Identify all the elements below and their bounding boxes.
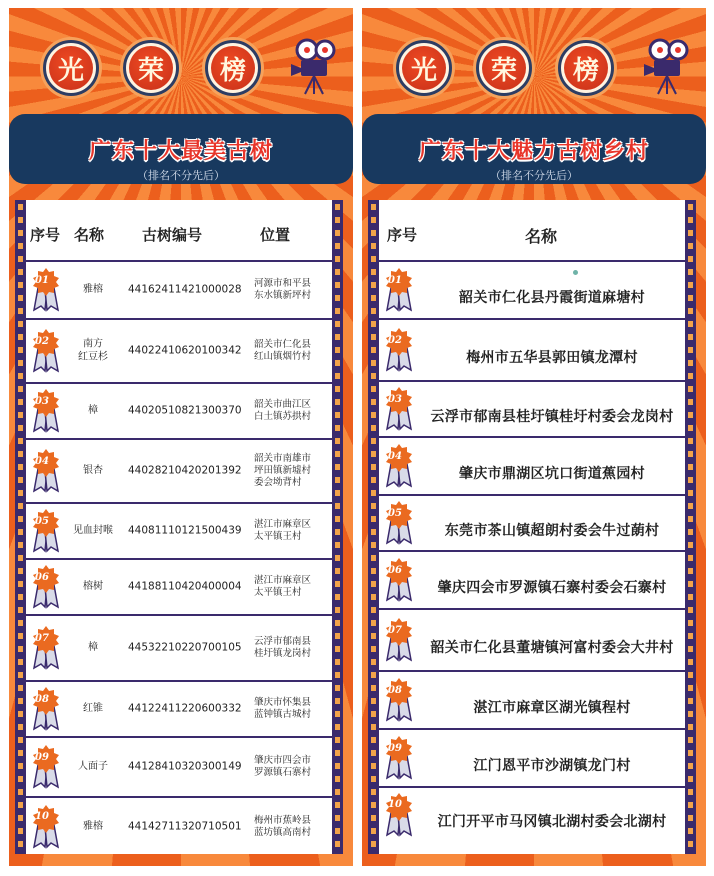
badge-char: 荣 [482,46,526,90]
table-row [26,616,332,682]
village-name: 肇庆市鼎湖区坑口街道蕉园村 [459,466,645,482]
table-row [379,382,685,438]
table-row [379,672,685,730]
badge-char: 榜 [211,46,255,90]
rank-number: 06 [35,572,49,583]
rank-number: 07 [35,633,49,644]
header-no: 序号 [387,226,418,244]
header-name: 名称 [525,227,558,246]
table-row [379,610,685,672]
table-row [26,798,332,856]
tree-code: 44022410620100342 [128,344,242,357]
tree-location: 韶关市曲江区 白土镇苏拱村 [254,399,312,422]
tree-name: 榕树 [83,580,103,592]
table-row [379,496,685,552]
tree-name: 人面子 [78,760,108,772]
tree-name: 雅榕 [83,283,103,295]
header-code: 古树编号 [142,226,203,244]
village-name: 湛江市麻章区湖光镇程村 [473,700,631,716]
village-name: 江门开平市马冈镇北湖村委会北湖村 [437,814,667,830]
village-name: 肇庆四会市罗源镇石寨村委会石寨村 [437,580,667,596]
rank-number: 09 [388,743,402,754]
rank-number: 02 [35,336,49,347]
table-header [26,200,332,262]
tree-name: 樟 [88,641,98,653]
table-row [26,682,332,738]
header-name: 名称 [74,226,105,244]
decorative-dot [573,270,578,275]
rank-number: 05 [388,508,402,519]
tree-code: 44188110420400004 [128,580,242,593]
rank-number: 09 [35,752,49,763]
page-title: 广东十大魅力古树乡村 [418,139,649,164]
tree-code: 44142711320710501 [128,820,242,833]
table-row [26,320,332,384]
tree-code: 44081110121500439 [128,524,242,537]
badge-char: 光 [402,46,446,90]
rank-number: 08 [388,685,402,696]
table-row [379,320,685,382]
tree-name: 南方 红豆杉 [78,338,108,362]
table-row [26,504,332,560]
table-row [379,730,685,788]
table-body [379,262,685,842]
ranking-table [368,200,696,854]
table-row [26,262,332,320]
page-subtitle: （排名不分先后） [137,169,225,182]
title-banner [9,114,353,184]
table-row [379,438,685,496]
village-name: 云浮市郁南县桂圩镇桂圩村委会龙岗村 [430,409,674,425]
village-name: 江门恩平市沙湖镇龙门村 [473,758,631,774]
badge-char: 榜 [564,46,608,90]
tree-location: 肇庆市怀集县 蓝钟镇古城村 [254,697,312,720]
header-location: 位置 [260,226,291,244]
village-name: 韶关市仁化县丹霞街道麻塘村 [459,290,645,306]
village-name: 梅州市五华县郭田镇龙潭村 [466,350,638,366]
table-row [26,560,332,616]
tree-code: 44028210420201392 [128,464,242,477]
header-no: 序号 [30,226,61,244]
tree-name: 见血封喉 [73,524,113,536]
rank-number: 04 [35,456,49,467]
table-row [26,384,332,440]
table-header [379,200,685,262]
tree-code: 44122411220600332 [128,702,242,715]
rank-number: 01 [388,275,402,286]
table-row [26,440,332,504]
tree-code: 44162411421000028 [128,283,242,296]
tree-code: 44020510821300370 [128,404,242,417]
tree-location: 湛江市麻章区 太平镇王村 [254,575,312,598]
rank-number: 04 [388,451,402,462]
table-row [26,738,332,798]
tree-name: 红锥 [83,702,103,714]
table-row [379,788,685,842]
village-name: 韶关市仁化县董塘镇河富村委会大井村 [430,640,674,656]
title-banner [362,114,706,184]
rank-number: 05 [35,516,49,527]
projector-icon [642,38,692,96]
tree-location: 韶关市仁化县 红山镇烟竹村 [254,339,312,362]
badge-rong [123,40,179,96]
badge-char: 光 [49,46,93,90]
projector-icon [289,38,339,96]
tree-location: 湛江市麻章区 太平镇王村 [254,519,312,542]
badge-guang [396,40,452,96]
table-row [379,552,685,610]
ranking-table [15,200,343,854]
rank-number: 02 [388,335,402,346]
tree-name: 樟 [88,404,98,416]
tree-location: 肇庆市四会市 罗源镇石寨村 [254,755,312,778]
badge-bang [205,40,261,96]
rank-number: 01 [35,275,49,286]
tree-code: 44128410320300149 [128,760,242,773]
table-body [26,262,332,856]
page-subtitle: （排名不分先后） [490,169,578,182]
tree-location: 梅州市蕉岭县 蓝坊镇高南村 [254,815,312,838]
tree-location: 韶关市南雄市 坪田镇新墟村 委会坳背村 [254,453,312,488]
badge-bang [558,40,614,96]
badge-rong [476,40,532,96]
tree-name: 雅榕 [83,820,103,832]
rank-number: 10 [388,799,402,810]
table-row [379,262,685,320]
badge-guang [43,40,99,96]
tree-location: 云浮市郁南县 桂圩镇龙岗村 [254,636,312,659]
village-name: 东莞市茶山镇超朗村委会牛过蓢村 [444,523,660,539]
rank-number: 07 [388,625,402,636]
tree-location: 河源市和平县 东水镇新坪村 [254,278,312,301]
rank-number: 10 [35,811,49,822]
page-title: 广东十大最美古树 [88,139,273,164]
badge-char: 荣 [129,46,173,90]
rank-number: 03 [35,396,49,407]
right-panel [362,8,706,866]
tree-code: 44532210220700105 [128,641,242,654]
rank-number: 08 [35,694,49,705]
rank-number: 06 [388,565,402,576]
left-panel [9,8,353,866]
tree-name: 银杏 [83,464,103,476]
rank-number: 03 [388,394,402,405]
